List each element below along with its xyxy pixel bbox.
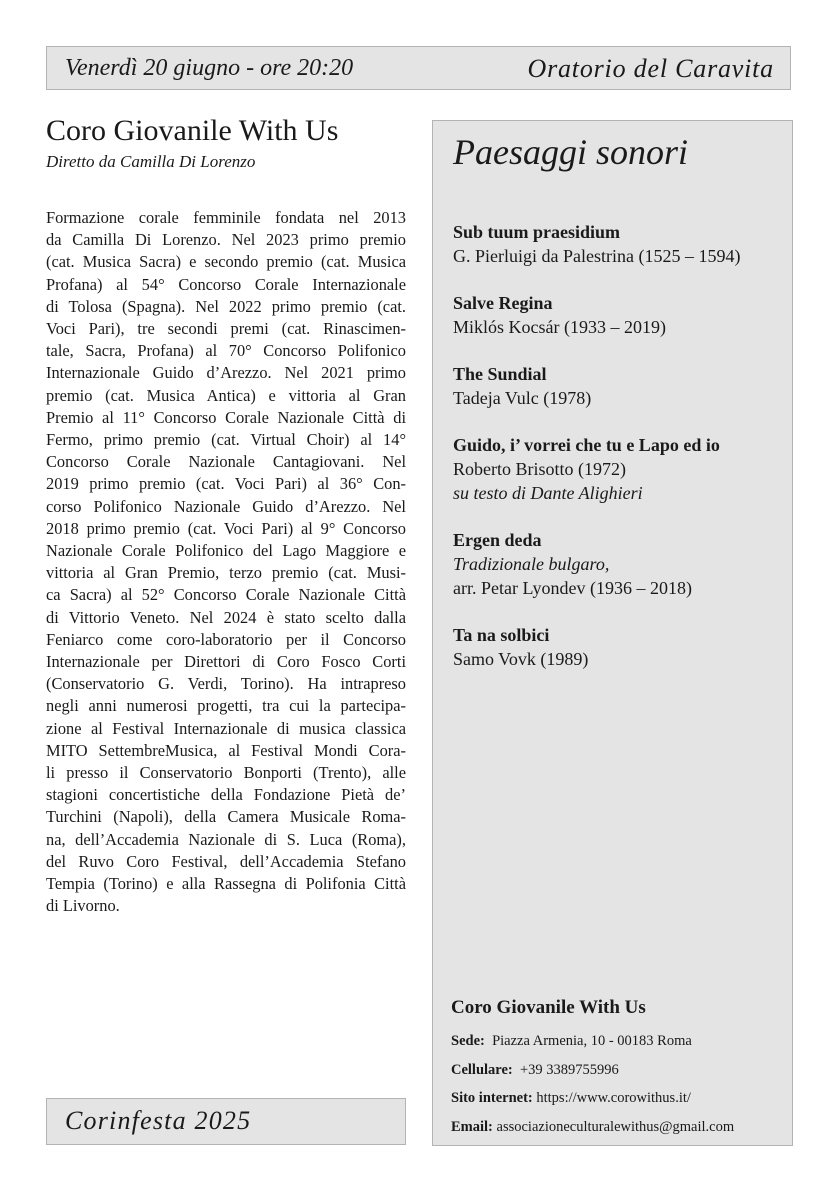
contact-address xyxy=(451,1027,734,1056)
choir-name: Coro Giovanile With Us xyxy=(46,114,339,147)
piece-title: Ergen deda xyxy=(453,530,542,550)
biography-line: zione al Festival Internazionale di musica classica xyxy=(46,718,406,738)
piece-title: Salve Regina xyxy=(453,293,553,313)
biography-line: stagioni concertistiche della Fondazione Pietà de’ xyxy=(46,785,406,805)
website-label: Sito internet: xyxy=(451,1090,533,1106)
biography-line: Concorso Corale Nazionale Cantagiovani. Nel xyxy=(46,452,406,472)
biography-line: Nazionale Corale Polifonico del Lago Maggiore e xyxy=(46,541,406,561)
program-title: Paesaggi sonori xyxy=(453,132,689,172)
biography-line: (cat. Musica Sacra) e secondo premio (cat. Musica xyxy=(46,252,406,272)
piece-composer: Tadeja Vulc (1978) xyxy=(453,388,592,408)
piece-arranger: arr. Petar Lyondev (1936 – 2018) xyxy=(453,578,692,598)
biography-line: ca Sacra) al 52° Concorso Corale Nazionale Città xyxy=(46,585,406,605)
program-piece xyxy=(453,433,740,505)
biography-line: Voci Pari), tre secondi premi (cat. Rinascimen- xyxy=(46,319,406,339)
biography-line: 2018 primo premio (cat. Voci Pari) al 9° Concorso xyxy=(46,518,406,538)
biography-line: da Camilla Di Lorenzo. Nel 2023 primo premio xyxy=(46,230,406,250)
program-piece xyxy=(453,291,740,339)
website-link[interactable]: https://www.corowithus.it/ xyxy=(536,1090,691,1106)
contact-block xyxy=(451,997,734,1141)
biography-line: Turchini (Napoli), della Camera Musicale Roma- xyxy=(46,807,406,827)
biography-line: Tempia (Torino) e alla Rassegna di Polifonia Città xyxy=(46,874,406,894)
address-value: Piazza Armenia, 10 - 00183 Roma xyxy=(492,1033,692,1049)
program-piece xyxy=(453,362,740,410)
biography-line: Formazione corale femminile fondata nel 2013 xyxy=(46,208,406,227)
event-date: Venerdì 20 giugno - ore 20:20 xyxy=(65,55,354,81)
biography-line: di Livorno. xyxy=(46,896,120,916)
piece-composer: Roberto Brisotto (1972) xyxy=(453,459,626,479)
biography-line: del Ruvo Coro Festival, dell’Accademia Stefano xyxy=(46,851,406,871)
program-piece xyxy=(453,528,740,600)
piece-note: su testo di Dante Alighieri xyxy=(453,483,643,503)
program-piece xyxy=(453,220,740,268)
contact-email xyxy=(451,1113,734,1142)
biography-line: MITO SettembreMusica, al Festival Mondi Cora- xyxy=(46,740,406,760)
biography-line: 2019 primo premio (cat. Voci Pari) al 36° Con- xyxy=(46,474,406,494)
biography-line: Fermo, primo premio (cat. Virtual Choir) al 14° xyxy=(46,430,406,450)
biography-line: di Vittorio Veneto. Nel 2024 è stato scelto dalla xyxy=(46,607,406,627)
piece-title: Sub tuum praesidium xyxy=(453,222,621,242)
biography-line: na, dell’Accademia Nazionale di S. Luca (Roma), xyxy=(46,829,406,849)
program-piece xyxy=(453,623,740,671)
choir-director: Diretto da Camilla Di Lorenzo xyxy=(46,152,256,171)
phone-label: Cellulare: xyxy=(451,1061,513,1078)
biography-line: Profana) al 54° Concorso Corale Internazionale xyxy=(46,274,406,294)
program-panel xyxy=(432,120,793,1146)
biography-line: (Conservatorio G. Verdi, Torino). Ha intrapreso xyxy=(46,674,406,694)
contact-choir-name: Coro Giovanile With Us xyxy=(451,997,646,1018)
piece-origin: Tradizionale bulgaro, xyxy=(453,554,610,574)
biography-line: di Tolosa (Spagna). Nel 2022 primo premio (cat. xyxy=(46,296,406,316)
biography-line: Premio al 11° Concorso Corale Nazionale Città di xyxy=(46,407,406,427)
email-link[interactable]: associazioneculturalewithus@gmail.com xyxy=(496,1118,735,1135)
choir-biography xyxy=(46,207,406,918)
piece-title: The Sundial xyxy=(453,364,547,384)
address-label: Sede: xyxy=(451,1033,485,1049)
biography-line: premio (cat. Musica Antica) e vittoria al Gran xyxy=(46,385,406,405)
biography-line: corso Polifonico Nazionale Guido d’Arezzo. Nel xyxy=(46,496,406,516)
biography-line: negli anni numerosi progetti, tra cui la partecipa- xyxy=(46,696,406,716)
piece-title: Guido, i’ vorrei che tu e Lapo ed io xyxy=(453,435,720,455)
piece-title: Ta na solbici xyxy=(453,625,550,645)
event-venue: Oratorio del Caravita xyxy=(527,54,774,83)
email-label: Email: xyxy=(451,1118,493,1135)
piece-composer: G. Pierluigi da Palestrina (1525 – 1594) xyxy=(453,246,741,266)
contact-website xyxy=(451,1084,734,1113)
festival-name: Corinfesta 2025 xyxy=(65,1106,252,1135)
contact-phone xyxy=(451,1056,734,1085)
biography-line: Internazionale per Direttori di Coro Fosco Corti xyxy=(46,652,406,672)
biography-line: Internazionale Guido d’Arezzo. Nel 2021 primo xyxy=(46,363,406,383)
biography-line: vittoria al Gran Premio, terzo premio (cat. Musi- xyxy=(46,563,406,583)
piece-composer: Miklós Kocsár (1933 – 2019) xyxy=(453,317,666,337)
biography-line: tale, Sacra, Profana) al 70° Concorso Polifonico xyxy=(46,341,406,361)
phone-value: +39 3389755996 xyxy=(520,1061,619,1078)
biography-line: li presso il Conservatorio Bonporti (Trento), alle xyxy=(46,763,406,783)
footer-bar xyxy=(46,1098,406,1145)
biography-line: Feniarco come coro-laboratorio per il Concorso xyxy=(46,629,406,649)
piece-composer: Samo Vovk (1989) xyxy=(453,649,589,669)
program-list xyxy=(453,220,740,694)
header-bar xyxy=(46,46,791,90)
